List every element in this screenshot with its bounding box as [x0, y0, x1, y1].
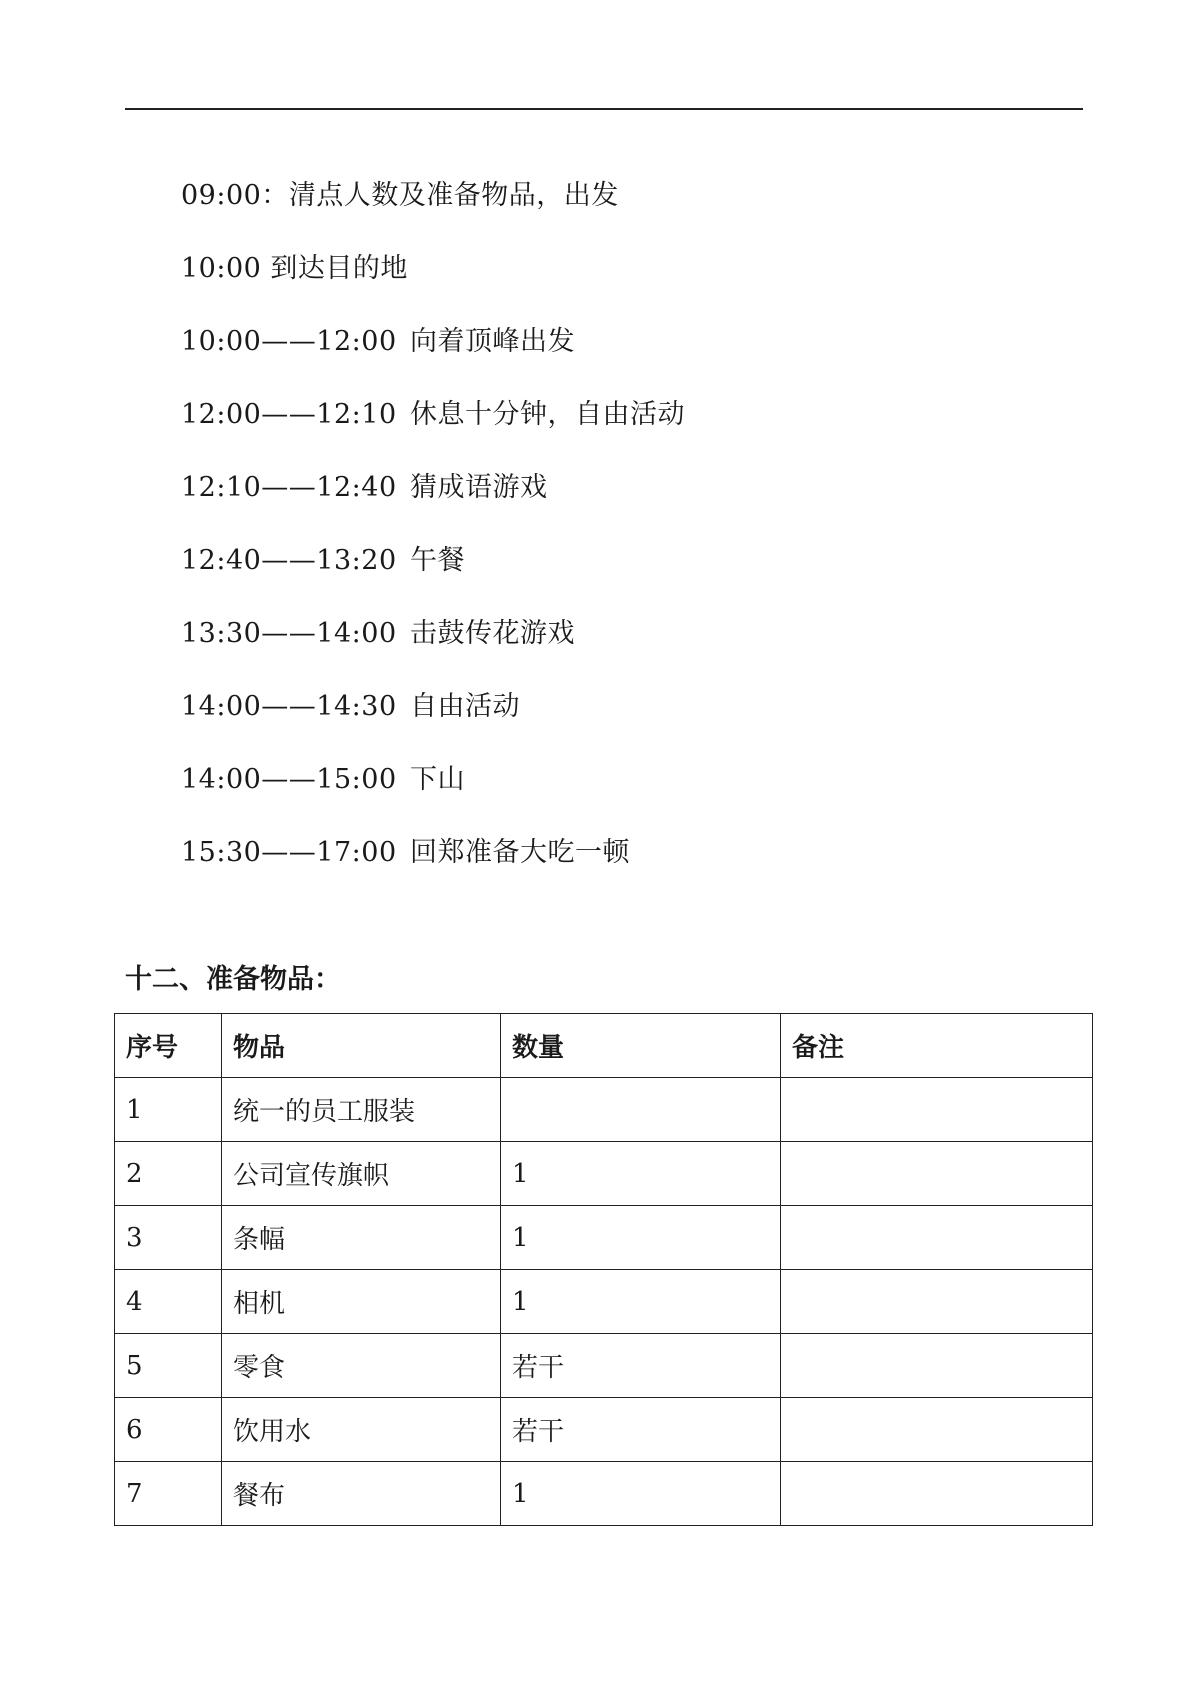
schedule-item — [181, 460, 1081, 533]
cell-quantity — [501, 1078, 781, 1142]
cell-quantity: 1 — [501, 1142, 781, 1206]
cell-item: 统一的员工服装 — [222, 1078, 501, 1142]
schedule-time: 12:40——13:20 — [181, 545, 397, 576]
cell-quantity: 1 — [501, 1206, 781, 1270]
schedule-activity: 回郑准备大吃一顿 — [410, 837, 630, 868]
schedule-item — [181, 387, 1081, 460]
table-header-row — [115, 1014, 1093, 1078]
schedule-activity: 休息十分钟，自由活动 — [410, 399, 685, 430]
cell-number: 6 — [115, 1398, 222, 1462]
schedule-item — [181, 314, 1081, 387]
items-table — [114, 1013, 1093, 1526]
schedule-item — [181, 679, 1081, 752]
cell-item: 零食 — [222, 1334, 501, 1398]
header-cell-item: 物品 — [222, 1014, 501, 1078]
schedule-time: 09:00： — [181, 180, 289, 211]
cell-number: 4 — [115, 1270, 222, 1334]
cell-quantity: 若干 — [501, 1334, 781, 1398]
cell-note — [781, 1462, 1093, 1526]
cell-quantity: 若干 — [501, 1398, 781, 1462]
cell-number: 3 — [115, 1206, 222, 1270]
schedule-activity: 午餐 — [410, 545, 465, 576]
table-row — [115, 1270, 1093, 1334]
schedule-time: 10:00——12:00 — [181, 326, 397, 357]
table-row — [115, 1398, 1093, 1462]
schedule-item — [181, 168, 1081, 241]
cell-note — [781, 1206, 1093, 1270]
schedule-activity: 向着顶峰出发 — [410, 326, 575, 357]
schedule-time: 10:00 — [181, 253, 271, 284]
cell-item: 餐布 — [222, 1462, 501, 1526]
cell-note — [781, 1334, 1093, 1398]
section-title: 十二、准备物品： — [125, 964, 341, 995]
cell-item: 条幅 — [222, 1206, 501, 1270]
cell-item: 相机 — [222, 1270, 501, 1334]
cell-quantity: 1 — [501, 1462, 781, 1526]
schedule-time: 13:30——14:00 — [181, 618, 397, 649]
schedule-activity: 猜成语游戏 — [410, 472, 548, 503]
table-row — [115, 1206, 1093, 1270]
header-rule — [125, 108, 1083, 110]
cell-number: 1 — [115, 1078, 222, 1142]
schedule-activity: 自由活动 — [410, 691, 520, 722]
cell-note — [781, 1398, 1093, 1462]
schedule-item — [181, 533, 1081, 606]
schedule-time: 15:30——17:00 — [181, 837, 397, 868]
cell-number: 2 — [115, 1142, 222, 1206]
cell-quantity: 1 — [501, 1270, 781, 1334]
schedule-item — [181, 606, 1081, 679]
table-row — [115, 1334, 1093, 1398]
cell-note — [781, 1270, 1093, 1334]
schedule-time: 12:10——12:40 — [181, 472, 397, 503]
schedule-time: 12:00——12:10 — [181, 399, 397, 430]
schedule-time: 14:00——14:30 — [181, 691, 397, 722]
schedule-activity: 击鼓传花游戏 — [410, 618, 575, 649]
table-row — [115, 1462, 1093, 1526]
schedule-item — [181, 241, 1081, 314]
table-row — [115, 1078, 1093, 1142]
cell-number: 5 — [115, 1334, 222, 1398]
cell-note — [781, 1142, 1093, 1206]
schedule-time: 14:00——15:00 — [181, 764, 397, 795]
schedule-activity: 到达目的地 — [270, 253, 408, 284]
header-cell-quantity: 数量 — [501, 1014, 781, 1078]
cell-item: 公司宣传旗帜 — [222, 1142, 501, 1206]
schedule-list — [181, 168, 1081, 898]
cell-item: 饮用水 — [222, 1398, 501, 1462]
schedule-activity: 清点人数及准备物品，出发 — [288, 180, 619, 211]
schedule-activity: 下山 — [410, 764, 465, 795]
table-row — [115, 1142, 1093, 1206]
cell-note — [781, 1078, 1093, 1142]
header-cell-note: 备注 — [781, 1014, 1093, 1078]
header-cell-number: 序号 — [115, 1014, 222, 1078]
schedule-item — [181, 752, 1081, 825]
schedule-item — [181, 825, 1081, 898]
cell-number: 7 — [115, 1462, 222, 1526]
